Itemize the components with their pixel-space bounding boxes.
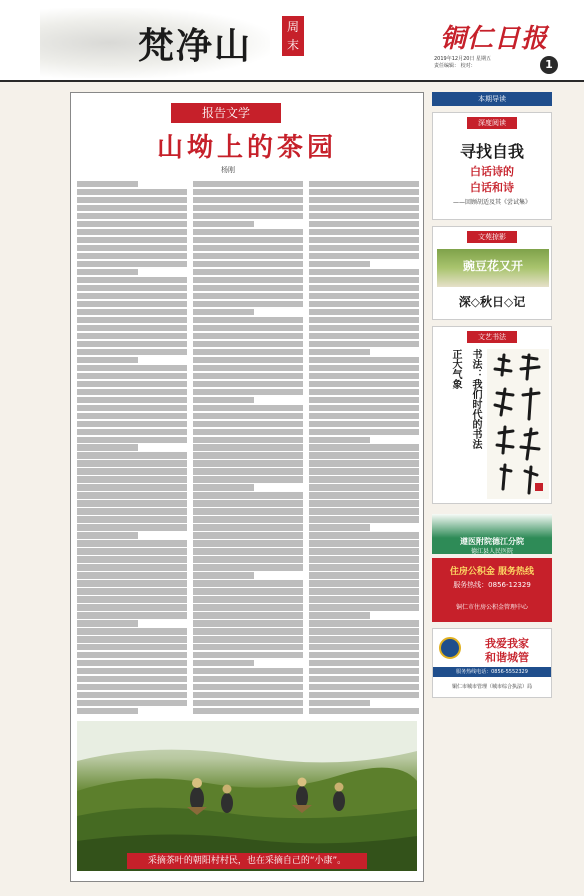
- text-line: [193, 452, 303, 458]
- text-line: [193, 684, 303, 690]
- text-line: [77, 221, 187, 227]
- text-line: [309, 429, 419, 435]
- text-line: [309, 293, 419, 299]
- text-column-1: [77, 181, 187, 719]
- housing-fund-title: 住房公积金 服务热线: [449, 567, 535, 577]
- text-line: [309, 261, 370, 267]
- text-line: [193, 373, 303, 379]
- text-line: [309, 373, 419, 379]
- text-line: [309, 692, 419, 698]
- guide-section-3: [432, 326, 552, 504]
- text-line: [193, 253, 303, 259]
- text-line: [77, 405, 187, 411]
- text-line: [193, 644, 303, 650]
- pub-editor-line: 责任编辑： 校对：: [434, 63, 476, 69]
- text-line: [193, 708, 303, 714]
- text-line: [77, 444, 138, 450]
- section3-line-2: 书法：: [470, 349, 481, 379]
- text-line: [309, 676, 419, 682]
- text-line: [309, 516, 419, 522]
- text-line: [193, 269, 303, 275]
- hospital-ad-title: 遵医附院德江分院: [460, 537, 524, 546]
- section1-subtitle-3: ——回顾胡适及其《尝试集》: [452, 199, 531, 206]
- text-line: [309, 636, 419, 642]
- text-line: [77, 349, 187, 355]
- text-line: [193, 181, 303, 187]
- text-line: [193, 636, 303, 642]
- text-line: [77, 277, 187, 283]
- text-line: [193, 652, 303, 658]
- text-line: [309, 652, 419, 658]
- text-line: [193, 508, 303, 514]
- text-line: [77, 564, 187, 570]
- text-line: [309, 205, 419, 211]
- masthead: [0, 0, 584, 82]
- text-line: [193, 221, 254, 227]
- guide-section-1: [432, 112, 552, 220]
- text-line: [309, 660, 419, 666]
- text-line: [193, 261, 303, 267]
- text-line: [77, 357, 138, 363]
- text-line: [193, 317, 303, 323]
- housing-fund-org: 铜仁市住房公积金管理中心: [455, 604, 528, 611]
- text-line: [193, 532, 303, 538]
- text-line: [77, 628, 187, 634]
- text-line: [309, 237, 419, 243]
- text-line: [309, 564, 419, 570]
- text-line: [193, 692, 303, 698]
- text-line: [193, 460, 303, 466]
- text-line: [77, 556, 187, 562]
- text-line: [77, 612, 187, 618]
- text-line: [77, 197, 187, 203]
- text-line: [309, 245, 419, 251]
- text-line: [309, 341, 419, 347]
- section3-line-4: 的书法: [470, 419, 481, 449]
- text-line: [309, 253, 419, 259]
- text-line: [193, 548, 303, 554]
- text-line: [77, 429, 187, 435]
- text-line: [193, 468, 303, 474]
- pub-date-line: 2019年12月20日 星期五: [434, 56, 492, 62]
- text-line: [309, 588, 419, 594]
- flower-illustration: [437, 249, 549, 287]
- text-line: [77, 492, 187, 498]
- text-line: [309, 700, 370, 706]
- text-line: [309, 580, 419, 586]
- text-line: [193, 229, 303, 235]
- text-line: [193, 389, 303, 395]
- section3-text-2: [461, 349, 481, 449]
- text-line: [77, 397, 187, 403]
- text-line: [77, 500, 187, 506]
- text-column-2: [193, 181, 303, 719]
- column-title: 梵净山: [138, 25, 253, 67]
- text-line: [309, 540, 419, 546]
- text-line: [309, 468, 419, 474]
- text-line: [77, 253, 187, 259]
- text-line: [309, 668, 419, 674]
- paper-name: 铜仁日报: [440, 24, 549, 54]
- guide-section-2: [432, 226, 552, 320]
- text-line: [193, 397, 254, 403]
- text-line: [309, 548, 419, 554]
- sidebar-header: 本期导读: [432, 92, 552, 106]
- calligraphy-artwork: [487, 349, 549, 499]
- city-ad-phone: 服务热线电话：0856-5552329: [433, 667, 551, 677]
- text-line: [193, 620, 303, 626]
- text-line: [193, 421, 303, 427]
- section2-title: 豌豆花又开: [462, 259, 523, 273]
- text-line: [309, 532, 419, 538]
- section1-subtitle-1: 白话诗的: [470, 165, 514, 178]
- text-line: [77, 692, 187, 698]
- text-line: [309, 444, 419, 450]
- text-line: [309, 301, 419, 307]
- text-line: [77, 484, 187, 490]
- text-line: [193, 660, 254, 666]
- text-line: [77, 476, 187, 482]
- article-kicker: 报告文学: [171, 103, 281, 123]
- page-number: 1: [540, 56, 558, 74]
- housing-fund-ad[interactable]: [432, 558, 552, 622]
- text-line: [77, 237, 187, 243]
- text-line: [193, 628, 303, 634]
- text-line: [77, 572, 187, 578]
- text-line: [77, 317, 187, 323]
- hospital-ad-sub: 德江县人民医院: [470, 548, 513, 555]
- text-line: [77, 508, 187, 514]
- text-line: [193, 293, 303, 299]
- text-line: [309, 197, 419, 203]
- text-line: [309, 381, 419, 387]
- text-line: [309, 620, 419, 626]
- text-line: [309, 349, 370, 355]
- text-line: [193, 413, 303, 419]
- text-line: [309, 317, 419, 323]
- text-line: [77, 516, 187, 522]
- housing-fund-phone: 服务热线：0856-12329: [453, 581, 531, 589]
- text-line: [309, 333, 419, 339]
- text-line: [77, 389, 187, 395]
- section1-subtitle-2: 白话和诗: [470, 181, 514, 194]
- text-line: [193, 325, 303, 331]
- text-line: [77, 644, 187, 650]
- text-line: [309, 213, 419, 219]
- text-line: [193, 484, 254, 490]
- text-line: [77, 413, 187, 419]
- text-line: [193, 444, 303, 450]
- text-line: [193, 476, 303, 482]
- section2-title-2: 深◇秋日◇记: [458, 295, 526, 309]
- main-article: [70, 92, 424, 882]
- text-line: [193, 237, 303, 243]
- city-management-ad[interactable]: [432, 628, 552, 698]
- text-line: [193, 357, 303, 363]
- text-line: [309, 421, 419, 427]
- section1-label: 深度阅读: [467, 117, 517, 129]
- text-line: [193, 277, 303, 283]
- text-line: [193, 333, 303, 339]
- text-line: [193, 285, 303, 291]
- text-line: [77, 229, 187, 235]
- text-line: [309, 612, 370, 618]
- city-ad-title: 我爱我家: [485, 637, 529, 650]
- section3-line-3: 我们时代: [470, 379, 481, 419]
- text-line: [193, 213, 303, 219]
- text-line: [309, 628, 419, 634]
- city-ad-org: 铜仁市城市管理（城市综合执法）局: [451, 684, 532, 690]
- text-line: [193, 197, 303, 203]
- text-line: [77, 548, 187, 554]
- text-line: [309, 708, 419, 714]
- text-line: [77, 285, 187, 291]
- text-line: [309, 309, 419, 315]
- text-line: [77, 309, 187, 315]
- text-line: [193, 205, 303, 211]
- text-line: [77, 620, 138, 626]
- badge-icon: [439, 637, 461, 659]
- text-line: [77, 189, 187, 195]
- text-line: [77, 293, 187, 299]
- text-line: [309, 476, 419, 482]
- section2-label: 文苑掠影: [467, 231, 517, 243]
- text-line: [77, 437, 187, 443]
- text-line: [77, 341, 187, 347]
- text-line: [309, 596, 419, 602]
- text-line: [193, 572, 254, 578]
- text-line: [77, 325, 187, 331]
- text-line: [309, 325, 419, 331]
- text-line: [309, 484, 419, 490]
- text-line: [193, 341, 303, 347]
- text-line: [77, 421, 187, 427]
- text-line: [77, 205, 187, 211]
- publication-info: [434, 56, 534, 70]
- text-line: [193, 189, 303, 195]
- text-line: [77, 468, 187, 474]
- text-line: [193, 556, 303, 562]
- section3-text-1: [437, 349, 461, 389]
- text-line: [77, 596, 187, 602]
- text-line: [309, 452, 419, 458]
- text-line: [309, 269, 419, 275]
- text-line: [193, 516, 303, 522]
- text-line: [193, 429, 303, 435]
- text-line: [309, 556, 419, 562]
- city-ad-title-2: 和谐城管: [485, 651, 529, 664]
- text-line: [77, 676, 187, 682]
- article-title: 山坳上的茶园: [156, 133, 337, 163]
- text-line: [309, 365, 419, 371]
- text-line: [309, 229, 419, 235]
- text-line: [309, 492, 419, 498]
- text-line: [309, 405, 419, 411]
- text-line: [309, 389, 419, 395]
- article-byline: 杨刚: [221, 166, 235, 174]
- text-line: [193, 580, 303, 586]
- text-line: [77, 684, 187, 690]
- text-line: [77, 365, 187, 371]
- tea-garden-photo: [77, 721, 417, 871]
- text-line: [193, 301, 303, 307]
- text-line: [193, 492, 303, 498]
- text-line: [193, 405, 303, 411]
- photo-caption: 采摘茶叶的朝阳村村民，也在采摘自己的“小康”。: [127, 853, 367, 869]
- text-line: [193, 612, 303, 618]
- text-line: [309, 500, 419, 506]
- text-line: [193, 540, 303, 546]
- text-line: [193, 588, 303, 594]
- text-line: [309, 357, 419, 363]
- text-line: [77, 269, 138, 275]
- text-line: [193, 245, 303, 251]
- text-line: [309, 285, 419, 291]
- text-line: [77, 452, 187, 458]
- text-line: [77, 708, 138, 714]
- section1-title: 寻找自我: [459, 142, 524, 161]
- text-line: [77, 524, 187, 530]
- text-line: [77, 261, 187, 267]
- text-line: [77, 373, 187, 379]
- text-line: [193, 381, 303, 387]
- text-line: [309, 604, 419, 610]
- text-line: [309, 437, 370, 443]
- text-line: [193, 676, 303, 682]
- sidebar-guide: [432, 92, 552, 882]
- text-line: [309, 572, 419, 578]
- text-line: [193, 564, 303, 570]
- text-line: [77, 700, 187, 706]
- text-line: [309, 221, 419, 227]
- text-line: [77, 580, 187, 586]
- text-line: [77, 636, 187, 642]
- text-line: [193, 668, 303, 674]
- section3-line-1: 正大气象: [450, 349, 461, 389]
- text-line: [309, 644, 419, 650]
- text-line: [309, 460, 419, 466]
- text-line: [193, 524, 303, 530]
- text-line: [77, 245, 187, 251]
- text-line: [193, 700, 303, 706]
- text-line: [309, 524, 370, 530]
- hospital-ad[interactable]: [432, 514, 552, 554]
- text-line: [193, 596, 303, 602]
- text-line: [309, 684, 419, 690]
- text-line: [77, 301, 187, 307]
- text-line: [309, 397, 419, 403]
- text-line: [77, 213, 187, 219]
- text-line: [77, 460, 187, 466]
- text-line: [309, 181, 419, 187]
- text-line: [77, 652, 187, 658]
- text-line: [193, 349, 303, 355]
- text-line: [77, 540, 187, 546]
- text-line: [77, 181, 138, 187]
- text-line: [77, 588, 187, 594]
- text-line: [309, 189, 419, 195]
- text-line: [193, 365, 303, 371]
- text-line: [77, 668, 187, 674]
- text-line: [309, 413, 419, 419]
- text-line: [77, 660, 187, 666]
- text-line: [77, 381, 187, 387]
- text-line: [77, 333, 187, 339]
- text-line: [77, 604, 187, 610]
- text-line: [309, 508, 419, 514]
- text-line: [193, 500, 303, 506]
- text-line: [193, 604, 303, 610]
- section3-label: 文艺书法: [467, 331, 517, 343]
- text-column-3: [309, 181, 419, 719]
- text-line: [193, 309, 254, 315]
- text-line: [77, 532, 138, 538]
- text-line: [309, 277, 419, 283]
- text-line: [193, 437, 303, 443]
- weekend-tag: 周末: [282, 16, 304, 56]
